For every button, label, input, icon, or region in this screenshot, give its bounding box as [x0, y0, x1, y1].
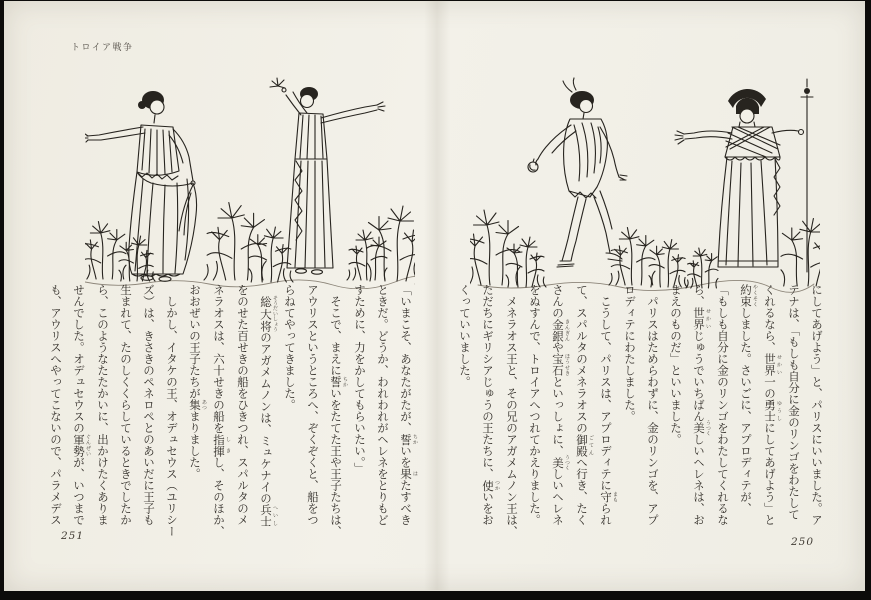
- text-column: パリスはためらわずに、金のリンゴを、アプ: [646, 284, 660, 526]
- goddess-holding-flower: [270, 78, 385, 274]
- text-column: テナは、「もしも自分に金のリンゴをわたして: [787, 284, 801, 520]
- lily-clump: [204, 203, 266, 281]
- text-column: こうして、パリスは、アプロディテに守 まもられ: [599, 284, 618, 526]
- text-column: くっていいました。: [458, 284, 472, 388]
- right-page-text-block: [459, 284, 828, 544]
- text-column: すために、力をかしてもらいたい。」: [353, 284, 367, 474]
- goddess-lifting-skirt: [85, 91, 197, 281]
- lily-clump: [249, 227, 293, 282]
- paris-figure: [528, 78, 627, 267]
- text-column: ら、世界 せかいじゅうでいちばん美 うつくしいヘレネは、お: [692, 284, 711, 526]
- text-column: ネラオスは、六十せきの船を指揮 しきし、そのほか、: [212, 284, 231, 537]
- text-column: 約束 やくそくしました。さいごに、アプロディテが、: [739, 284, 758, 514]
- text-column: アウリスというところへ、ぞくぞくと、船をつ: [306, 284, 320, 526]
- text-column: をぬすんで、トロイアへつれてかえりました。: [528, 284, 542, 526]
- text-column: ら、このようなたたかいに、出かけたくありま: [96, 284, 110, 526]
- lily-clump: [649, 240, 687, 288]
- page-number-left: 251: [61, 530, 85, 542]
- lily-clump: [686, 248, 718, 288]
- lily-clump: [781, 219, 820, 287]
- left-page-text-block: [49, 284, 418, 544]
- text-column: らねてやってきました。: [283, 284, 297, 411]
- text-column: て、スパルタのメネラオスの御殿 ごてんへ行き、たく: [575, 284, 594, 526]
- running-header: トロイア戦争: [71, 43, 134, 53]
- text-column: ときだ。どうか、われわれがヘレネをとりもど: [376, 284, 390, 526]
- lily-clump: [470, 210, 520, 285]
- text-column: しかし、イタケの王、オデュセウス（ユリシー: [165, 284, 179, 537]
- text-column: も、アウリスへやってこないので、パラメデス: [49, 284, 63, 526]
- text-column: 「いまこそ、あなたがたが、誓 ちかいを果 はたすべき: [399, 284, 418, 526]
- lily-clump: [506, 237, 546, 287]
- text-column: 総大将 そうだいしょうのアガメムノンは、ミュケナイの兵士 へいし: [259, 295, 278, 527]
- text-column: ロディテにわたしました。: [623, 284, 637, 422]
- lily-clump: [367, 206, 415, 281]
- text-column: そこで、まえに誓 ちかいをたてた王や王子たちは、: [329, 284, 348, 537]
- text-column: まえのものだ」といいました。: [669, 284, 683, 445]
- lily-clump: [347, 230, 387, 280]
- text-column: おおぜいの王子たちが集 あつまりました。: [188, 284, 207, 480]
- text-column: メネラオス王と、その兄のアガメムノン王は、: [505, 284, 519, 537]
- text-column: をのせた百せきの船をひきつれ、スパルタのメ: [236, 284, 250, 526]
- text-column: せんでした。オデュセウスの軍勢 ぐんぜいが、いつまで: [72, 284, 91, 526]
- athena-figure: [675, 79, 813, 272]
- text-column: ただちにギリシアじゅうの王たちに、使 つかいをお: [481, 284, 500, 526]
- illustration-paris-and-athena-right-page: [470, 75, 820, 295]
- page-gutter: [424, 0, 450, 590]
- lily-clump: [609, 228, 655, 286]
- text-column: ズ）は、きさきのペネロペとのあいだに王子も: [142, 284, 156, 526]
- text-column: にしてあげよう」と、パリスにいいました。ア: [810, 284, 824, 526]
- illustration-two-goddesses-left-page: [85, 75, 415, 289]
- text-column: さんの金銀 きんぎんや宝石 ほうせきといっしょに、美 うつくしいヘレネ: [551, 284, 570, 526]
- text-column: 生まれて、たのしくくらしているときでしたか: [119, 284, 133, 526]
- text-column: くれるなら、世界 せかい一の勇士 ゆうしにしてあげよう」と: [763, 284, 782, 526]
- page-number-right: 250: [791, 536, 815, 548]
- text-column: 「もしも自分に金のリンゴをわたしてくれるな: [716, 284, 730, 526]
